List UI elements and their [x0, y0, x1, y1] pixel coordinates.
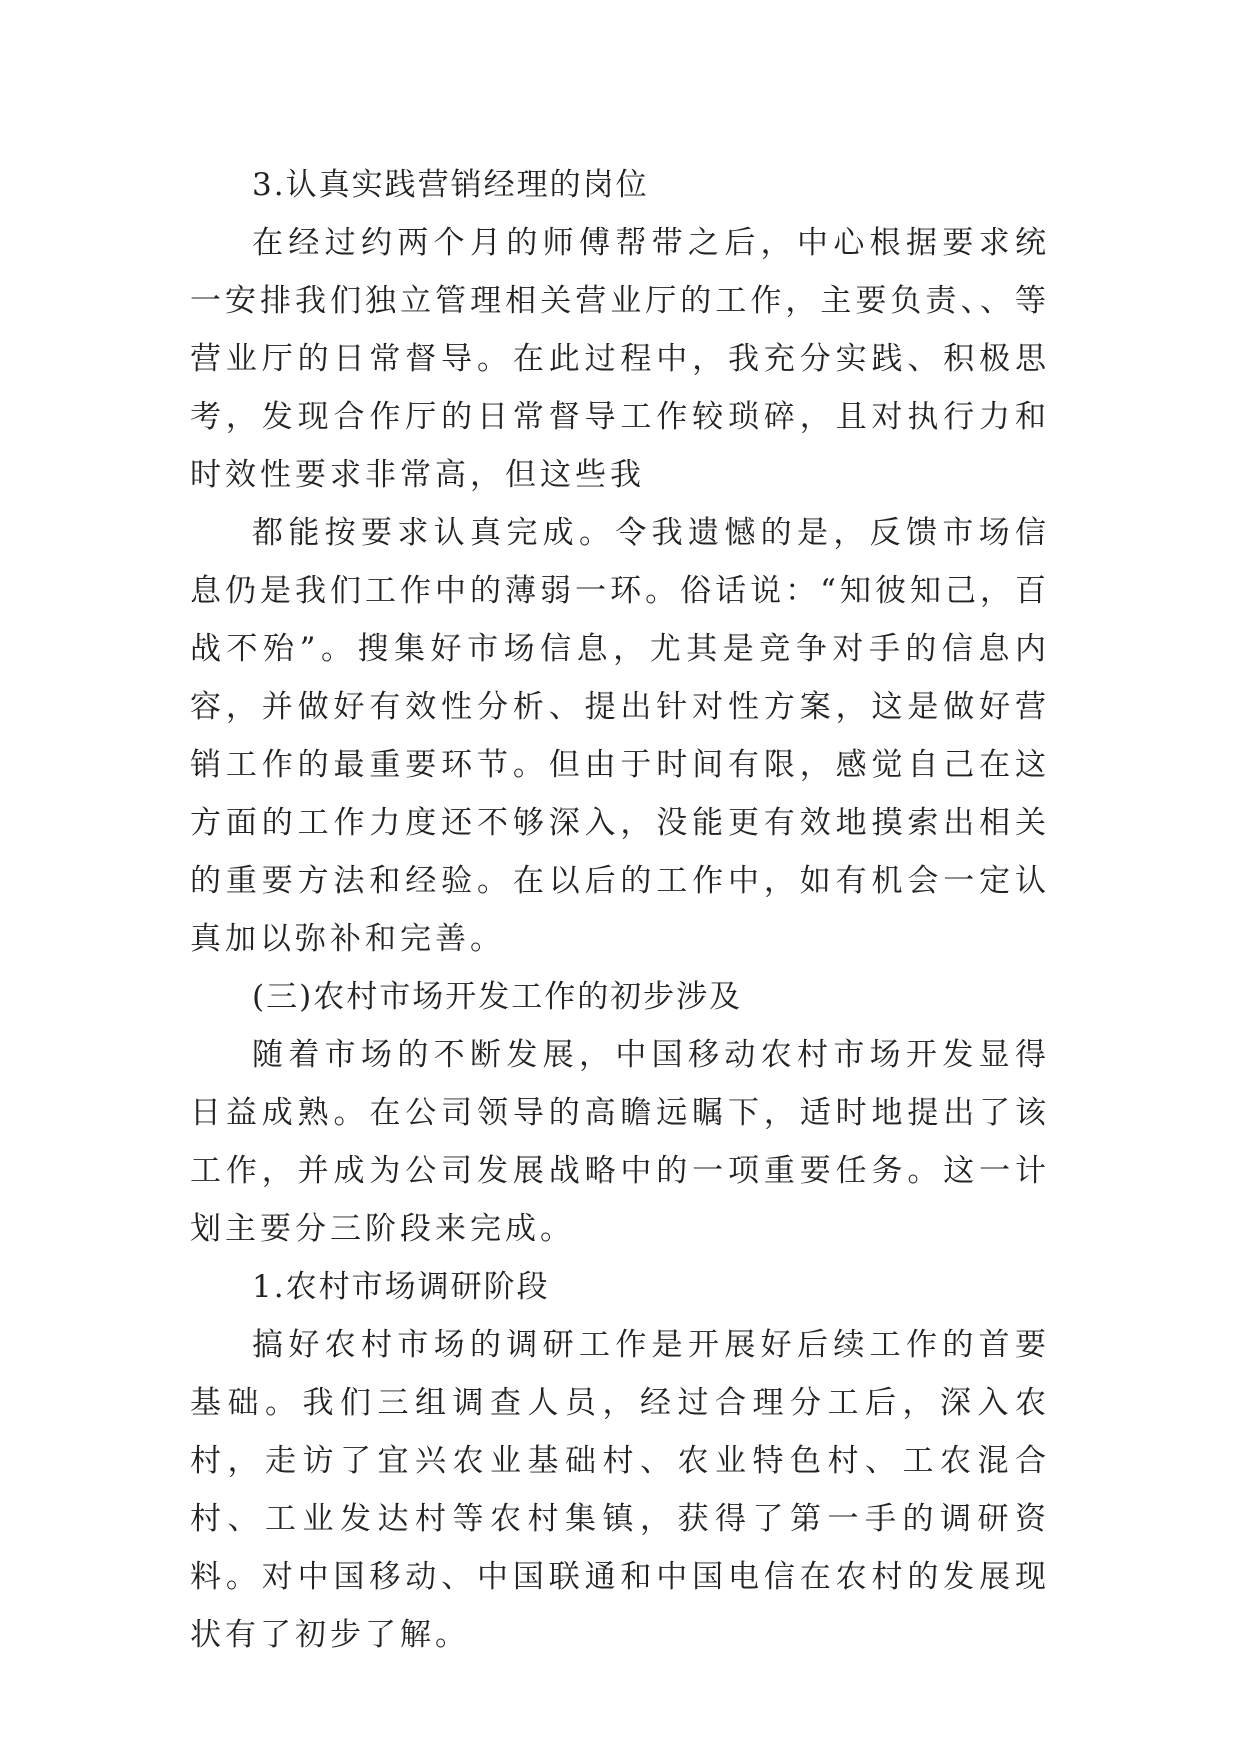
section-heading-marketing-manager: 3.认真实践营销经理的岗位: [252, 167, 649, 203]
paragraph-research-work: 搞好农村市场的调研工作是开展好后续工作的首要基础。我们三组调查人员，经过合理分工后，深入农村，走访了宜兴农业基础村、农业特色村、工农混合村、工业发达村等农村集镇，获得了第一手的调研资料。对中国移动、中国联通和中国电信在农村的发展现状有了初步了解。: [190, 1327, 1050, 1653]
section-heading-rural-research: 1.农村市场调研阶段: [252, 1269, 550, 1305]
paragraph-independent-management: 在经过约两个月的师傅帮带之后，中心根据要求统一安排我们独立管理相关营业厅的工作，主要负责、、等营业厅的日常督导。在此过程中，我充分实践、积极思考，发现合作厅的日常督导工作较琐碎，且对执行力和时效性要求非常高，但这些我: [190, 225, 1050, 493]
paragraph-rural-development: 随着市场的不断发展，中国移动农村市场开发显得日益成熟。在公司领导的高瞻远瞩下，适时地提出了该工作，并成为公司发展战略中的一项重要任务。这一计划主要分三阶段来完成。: [190, 1037, 1050, 1247]
paragraph-market-information: 都能按要求认真完成。令我遗憾的是，反馈市场信息仍是我们工作中的薄弱一环。俗话说：“知彼知己，百战不殆”。搜集好市场信息，尤其是竞争对手的信息内容，并做好有效性分析、提出针对性方案，这是做好营销工作的最重要环节。但由于时间有限，感觉自己在这方面的工作力度还不够深入，没能更有效地摸索出相关的重要方法和经验。在以后的工作中，如有机会一定认真加以弥补和完善。: [190, 515, 1050, 957]
section-heading-rural-market: (三)农村市场开发工作的初步涉及: [252, 979, 743, 1015]
document-body: [190, 156, 1050, 1664]
